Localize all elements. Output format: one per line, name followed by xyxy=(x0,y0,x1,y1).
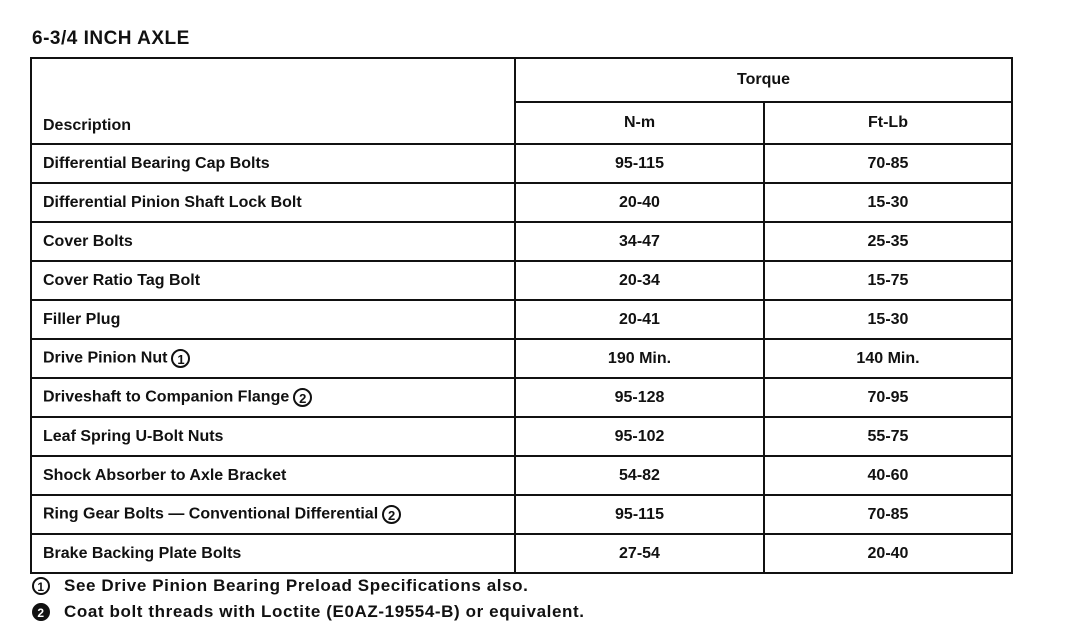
cell-nm: 95-128 xyxy=(515,378,764,417)
footnote-text: Coat bolt threads with Loctite (E0AZ-19554-B) or equivalent. xyxy=(64,602,585,621)
table-row xyxy=(31,183,1012,222)
description-text: Filler Plug xyxy=(43,310,121,328)
table-row xyxy=(31,222,1012,261)
description-text: Shock Absorber to Axle Bracket xyxy=(43,466,287,484)
footnote xyxy=(32,573,585,599)
description-text: Differential Bearing Cap Bolts xyxy=(43,154,270,172)
cell-nm: 34-47 xyxy=(515,222,764,261)
cell-nm: 27-54 xyxy=(515,534,764,573)
cell-ftlb: 70-85 xyxy=(764,495,1012,534)
footnote xyxy=(32,599,585,625)
footnote-marker: 1 xyxy=(171,349,190,368)
description-text: Cover Bolts xyxy=(43,232,133,250)
cell-description xyxy=(31,378,515,417)
description-text: Cover Ratio Tag Bolt xyxy=(43,271,201,289)
footnote-text: See Drive Pinion Bearing Preload Specifications also. xyxy=(64,576,529,595)
cell-ftlb: 15-75 xyxy=(764,261,1012,300)
header-description: Description xyxy=(31,58,515,144)
header-nm: N-m xyxy=(515,102,764,144)
header-torque: Torque xyxy=(515,58,1012,102)
footnote-marker: 2 xyxy=(382,505,401,524)
table-row xyxy=(31,456,1012,495)
cell-description xyxy=(31,339,515,378)
table-row xyxy=(31,417,1012,456)
table-row xyxy=(31,144,1012,183)
description-text: Differential Pinion Shaft Lock Bolt xyxy=(43,193,302,211)
table-row xyxy=(31,534,1012,573)
cell-description xyxy=(31,300,515,339)
footnote-marker: 1 xyxy=(32,577,50,595)
cell-ftlb: 25-35 xyxy=(764,222,1012,261)
cell-nm: 54-82 xyxy=(515,456,764,495)
description-text: Ring Gear Bolts — Conventional Differential xyxy=(43,505,379,523)
cell-description xyxy=(31,456,515,495)
footnote-marker: 2 xyxy=(32,603,50,621)
cell-nm: 95-115 xyxy=(515,495,764,534)
cell-nm: 190 Min. xyxy=(515,339,764,378)
footnote-marker: 2 xyxy=(293,388,312,407)
cell-description xyxy=(31,261,515,300)
table-row xyxy=(31,300,1012,339)
torque-spec-table xyxy=(30,57,1013,574)
header-ftlb: Ft-Lb xyxy=(764,102,1012,144)
table-row xyxy=(31,261,1012,300)
cell-nm: 20-41 xyxy=(515,300,764,339)
cell-description xyxy=(31,183,515,222)
cell-ftlb: 140 Min. xyxy=(764,339,1012,378)
table-row xyxy=(31,339,1012,378)
cell-ftlb: 15-30 xyxy=(764,183,1012,222)
cell-description xyxy=(31,417,515,456)
cell-ftlb: 70-95 xyxy=(764,378,1012,417)
cell-ftlb: 20-40 xyxy=(764,534,1012,573)
table-body xyxy=(31,144,1012,573)
cell-description xyxy=(31,495,515,534)
description-text: Drive Pinion Nut xyxy=(43,349,168,367)
cell-nm: 20-40 xyxy=(515,183,764,222)
cell-nm: 20-34 xyxy=(515,261,764,300)
cell-description xyxy=(31,534,515,573)
cell-ftlb: 70-85 xyxy=(764,144,1012,183)
cell-description xyxy=(31,144,515,183)
description-text: Brake Backing Plate Bolts xyxy=(43,544,242,562)
cell-ftlb: 40-60 xyxy=(764,456,1012,495)
cell-nm: 95-102 xyxy=(515,417,764,456)
cell-description xyxy=(31,222,515,261)
page-title: 6-3/4 INCH AXLE xyxy=(32,28,190,49)
cell-nm: 95-115 xyxy=(515,144,764,183)
description-text: Leaf Spring U-Bolt Nuts xyxy=(43,427,224,445)
cell-ftlb: 55-75 xyxy=(764,417,1012,456)
footnotes xyxy=(32,573,585,625)
table-row xyxy=(31,495,1012,534)
table-row xyxy=(31,378,1012,417)
cell-ftlb: 15-30 xyxy=(764,300,1012,339)
description-text: Driveshaft to Companion Flange xyxy=(43,388,290,406)
